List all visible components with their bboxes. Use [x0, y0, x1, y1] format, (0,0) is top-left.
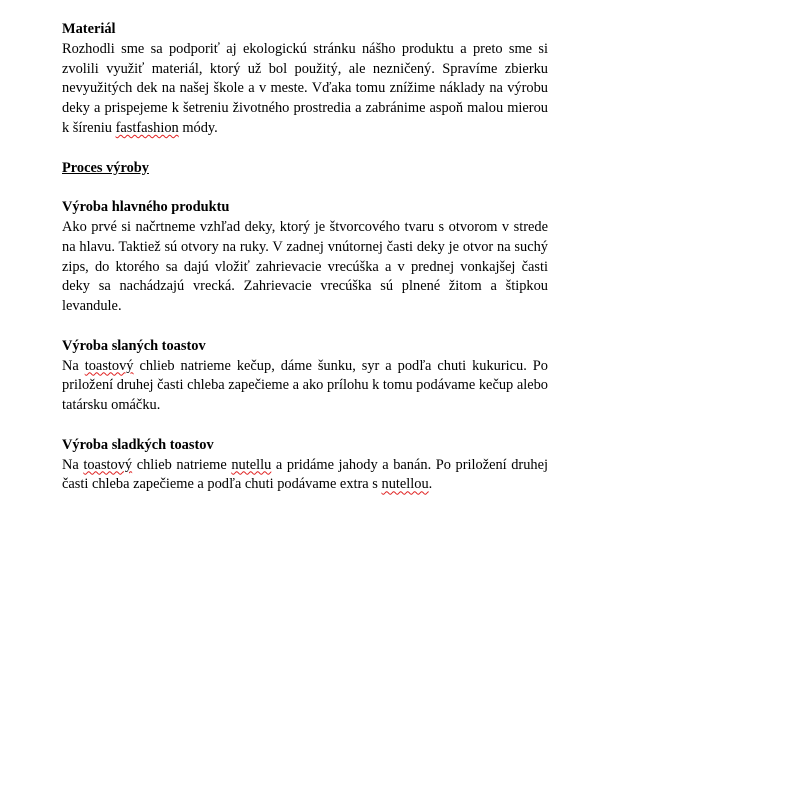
- document-page: [62, 20, 548, 495]
- text-run: .: [428, 476, 433, 493]
- text-run: Na: [62, 456, 84, 473]
- spellcheck-flagged-word[interactable]: toastový: [83, 456, 133, 473]
- text-run: Na: [62, 357, 85, 374]
- spellcheck-flagged-word[interactable]: toastový: [84, 357, 134, 374]
- spellcheck-flagged-word[interactable]: nutellu: [231, 456, 272, 473]
- text-run: módy.: [178, 119, 218, 136]
- section-heading-salty-toast: Výroba slaných toastov: [62, 337, 206, 354]
- paragraph-main-product: Ako prvé si načrtneme vzhľad deky, ktorý je štvorcového tvaru s otvorom v strede na hlavu. Taktiež sú otvory na ruky. V zadnej vnútornej časti deky je otvor na suchý zips, do ktorého sa dajú vložiť zahrievacie vrecúška a v prednej vonkajšej časti deky sa nachádzajú vrecká. Zahrievacie vrecúška sú plnené žitom a štipkou levandule.: [62, 218, 548, 315]
- section-heading-sweet-toast: Výroba sladkých toastov: [62, 436, 214, 453]
- section-heading-process: Proces výroby: [62, 159, 149, 176]
- paragraph-salty-toast: [62, 357, 548, 416]
- section-heading-main-product: Výroba hlavného produktu: [62, 199, 230, 216]
- spellcheck-flagged-word[interactable]: nutellou: [381, 476, 429, 493]
- text-run: Rozhodli sme sa podporiť aj ekologickú stránku nášho produktu a preto sme si zvolili využiť materiál, ktorý už bol použitý, ale nezničený. Spravíme zbierku nevyužitých dek na našej škole a v meste. Vďaka tomu znížime náklady na výrobu deky a prispejeme k šetreniu životného prostredia a zabránime aspoň malou mierou k šíreniu: [62, 40, 548, 136]
- paragraph-sweet-toast: [62, 456, 548, 496]
- paragraph-material: [62, 40, 548, 139]
- paragraph-spacer: [62, 416, 548, 436]
- text-run: chlieb natrieme: [132, 456, 232, 473]
- text-run: chlieb natrieme kečup, dáme šunku, syr a podľa chuti kukuricu. Po priložení druhej časti chleba zapečieme a ako prílohu k tomu podávame kečup alebo tatársku omáčku.: [62, 357, 548, 414]
- spellcheck-flagged-word[interactable]: fastfashion: [115, 119, 179, 136]
- text-run: a pridáme jahody a banán. Po priložení druhej časti chleba zapečieme a podľa chuti podávame extra s: [62, 456, 548, 493]
- paragraph-spacer: [62, 317, 548, 337]
- paragraph-spacer: [62, 139, 548, 159]
- section-heading-material: Materiál: [62, 21, 116, 37]
- paragraph-spacer: [62, 178, 548, 198]
